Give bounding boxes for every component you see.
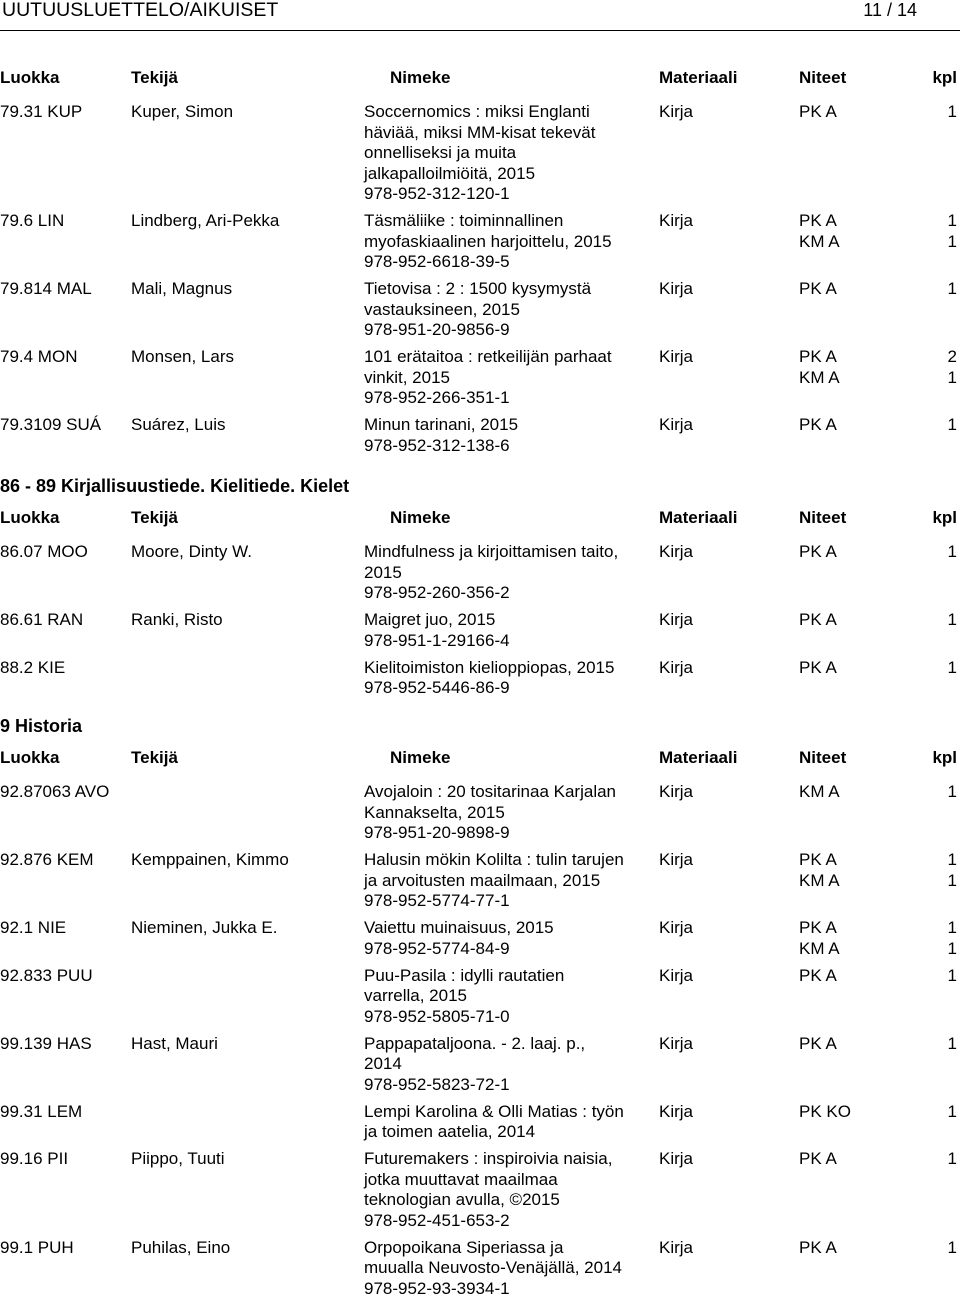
niteet-line: PK A (799, 347, 837, 366)
cell-kpl (948, 658, 957, 679)
cell-niteet (799, 279, 837, 300)
cell-materiaali: Kirja (659, 1149, 694, 1168)
nimeke-line: 978-951-20-9856-9 (364, 320, 510, 339)
nimeke-line: 978-952-5823-72-1 (364, 1074, 510, 1094)
nimeke-line: myofaskiaalinen harjoittelu, 2015 (364, 231, 612, 251)
kpl-line: 1 (947, 918, 957, 937)
nimeke-line: Avojaloin : 20 tositarinaa Karjalan (364, 782, 617, 801)
column-header-row (0, 748, 960, 782)
table-row (0, 1102, 960, 1150)
cell-nimeke (364, 1102, 644, 1143)
niteet-line: PK A (799, 211, 837, 230)
cell-materiaali: Kirja (659, 918, 694, 937)
cell-kpl (948, 279, 957, 300)
column-header-luokka: Luokka (0, 68, 60, 87)
section-title: 86 - 89 Kirjallisuustiede. Kielitiede. Kielet (0, 476, 350, 496)
column-header-materiaali: Materiaali (659, 748, 738, 767)
nimeke-line: Minun tarinani, 2015 (364, 415, 519, 434)
cell-niteet (799, 415, 837, 436)
cell-tekija: Hast, Mauri (131, 1033, 218, 1053)
nimeke-line: onnelliseksi ja muita (364, 143, 517, 162)
nimeke-line: häviää, miksi MM-kisat tekevät (364, 122, 596, 142)
column-header-nimeke: Nimeke (390, 508, 451, 527)
cell-kpl (948, 1034, 957, 1055)
nimeke-line: ja arvoitusten maailmaan, 2015 (364, 870, 601, 890)
niteet-line: PK A (799, 542, 837, 561)
table-row (0, 279, 960, 347)
cell-kpl (948, 782, 957, 803)
nimeke-line: 978-952-312-138-6 (364, 435, 510, 455)
kpl-line: 1 (947, 657, 957, 677)
cell-luokka: 86.61 RAN (0, 610, 84, 629)
cell-kpl (948, 415, 957, 436)
niteet-line: PK KO (799, 1101, 851, 1121)
cell-luokka: 92.876 KEM (0, 850, 94, 869)
niteet-line: PK A (799, 1149, 837, 1168)
column-header-tekija: Tekijä (131, 508, 178, 527)
cell-luokka: 88.2 KIE (0, 657, 66, 677)
nimeke-line: ja toimen aatelia, 2014 (364, 1122, 536, 1141)
nimeke-line: Halusin mökin Kolilta : tulin tarujen (364, 850, 624, 869)
column-header-tekija: Tekijä (131, 748, 178, 767)
niteet-line: PK A (799, 965, 837, 985)
niteet-line: PK A (799, 279, 837, 298)
table-row (0, 1149, 960, 1238)
column-header-niteet: Niteet (799, 68, 847, 87)
cell-luokka: 99.1 PUH (0, 1237, 74, 1257)
cell-tekija: Moore, Dinty W. (131, 542, 252, 561)
nimeke-line: 2015 (364, 562, 402, 582)
niteet-line: PK A (799, 1033, 837, 1053)
cell-luokka: 79.6 LIN (0, 211, 65, 230)
cell-nimeke (364, 658, 644, 699)
column-header-niteet: Niteet (799, 748, 847, 767)
cell-kpl (948, 1149, 957, 1170)
cell-nimeke (364, 1034, 644, 1096)
cell-luokka: 79.31 KUP (0, 102, 83, 121)
nimeke-line: 978-951-20-9898-9 (364, 823, 510, 842)
niteet-line: PK A (799, 657, 837, 677)
niteet-line: KM A (799, 367, 840, 387)
column-header-nimeke: Nimeke (390, 68, 451, 87)
cell-niteet (799, 347, 840, 388)
kpl-line: 1 (947, 938, 957, 958)
cell-nimeke (364, 850, 644, 912)
cell-tekija: Puhilas, Eino (131, 1237, 231, 1257)
table-row (0, 610, 960, 658)
nimeke-line: 978-952-93-3934-1 (364, 1278, 510, 1298)
table-row (0, 347, 960, 415)
nimeke-line: jotka muuttavat maailmaa (364, 1169, 558, 1189)
header-divider (0, 30, 960, 31)
cell-luokka: 92.87063 AVO (0, 782, 110, 801)
nimeke-line: 978-952-5805-71-0 (364, 1006, 510, 1026)
cell-tekija: Kemppainen, Kimmo (131, 850, 289, 869)
cell-tekija: Ranki, Risto (131, 610, 223, 629)
nimeke-line: Kannakselta, 2015 (364, 802, 505, 822)
niteet-line: PK A (799, 850, 837, 869)
cell-nimeke (364, 1238, 644, 1300)
nimeke-line: Kielitoimiston kielioppiopas, 2015 (364, 657, 615, 677)
cell-niteet (799, 658, 837, 679)
nimeke-line: 2014 (364, 1054, 402, 1073)
cell-kpl (948, 1102, 957, 1123)
table-row (0, 542, 960, 610)
nimeke-line: 978-952-5774-77-1 (364, 891, 510, 910)
cell-nimeke (364, 347, 644, 409)
cell-materiaali: Kirja (659, 279, 694, 298)
cell-kpl (948, 850, 957, 891)
cell-luokka: 92.833 PUU (0, 965, 93, 985)
kpl-line: 1 (947, 1149, 957, 1168)
nimeke-line: 978-952-312-120-1 (364, 184, 510, 203)
cell-niteet (799, 542, 837, 563)
kpl-line: 1 (947, 231, 957, 251)
kpl-line: 1 (947, 542, 957, 561)
niteet-line: KM A (799, 870, 840, 890)
nimeke-line: Tietovisa : 2 : 1500 kysymystä (364, 279, 592, 298)
table-row (0, 211, 960, 279)
column-header-row (0, 508, 960, 542)
table-row (0, 918, 960, 966)
table-row (0, 782, 960, 850)
niteet-line: PK A (799, 610, 837, 629)
nimeke-line: 978-951-1-29166-4 (364, 630, 510, 650)
section-title: 9 Historia (0, 716, 83, 736)
cell-niteet (799, 211, 840, 252)
cell-materiaali: Kirja (659, 782, 694, 801)
cell-nimeke (364, 610, 644, 651)
niteet-line: KM A (799, 938, 840, 958)
nimeke-line: 978-952-451-653-2 (364, 1210, 510, 1230)
nimeke-line: 978-952-5446-86-9 (364, 678, 510, 697)
column-header-kpl: kpl (932, 68, 957, 87)
kpl-line: 1 (947, 367, 957, 387)
niteet-line: PK A (799, 1237, 837, 1257)
niteet-line: KM A (799, 231, 840, 251)
cell-niteet (799, 782, 840, 803)
nimeke-line: 978-952-260-356-2 (364, 583, 510, 602)
kpl-line: 2 (947, 347, 957, 366)
cell-nimeke (364, 782, 644, 844)
catalog-section (0, 470, 960, 705)
column-header-kpl: kpl (932, 748, 957, 767)
page-header (0, 0, 960, 22)
kpl-line: 1 (947, 415, 957, 434)
cell-materiaali: Kirja (659, 965, 694, 985)
cell-tekija: Mali, Magnus (131, 279, 233, 298)
column-header-materiaali: Materiaali (659, 508, 738, 527)
cell-kpl (948, 102, 957, 123)
cell-materiaali: Kirja (659, 850, 694, 869)
column-header-row (0, 68, 960, 102)
nimeke-line: Futuremakers : inspiroivia naisia, (364, 1149, 613, 1168)
cell-nimeke (364, 1149, 644, 1231)
cell-materiaali: Kirja (659, 1033, 694, 1053)
cell-nimeke (364, 211, 644, 273)
nimeke-line: Soccernomics : miksi Englanti (364, 102, 590, 121)
kpl-line: 1 (947, 850, 957, 869)
cell-nimeke (364, 918, 644, 959)
cell-nimeke (364, 102, 644, 205)
cell-luokka: 86.07 MOO (0, 542, 88, 561)
nimeke-line: teknologian avulla, ©2015 (364, 1190, 560, 1209)
page-number: 11 / 14 (863, 0, 917, 20)
cell-niteet (799, 1102, 851, 1123)
cell-luokka: 79.4 MON (0, 347, 78, 366)
column-header-luokka: Luokka (0, 508, 60, 527)
cell-tekija: Kuper, Simon (131, 102, 234, 121)
cell-kpl (948, 966, 957, 987)
table-row (0, 966, 960, 1034)
cell-luokka: 99.31 LEM (0, 1101, 83, 1121)
cell-niteet (799, 850, 840, 891)
nimeke-line: Orpopoikana Siperiassa ja (364, 1237, 564, 1257)
cell-nimeke (364, 279, 644, 341)
cell-kpl (948, 918, 957, 959)
nimeke-line: Täsmäliike : toiminnallinen (364, 211, 564, 230)
cell-niteet (799, 1149, 837, 1170)
nimeke-line: Maigret juo, 2015 (364, 610, 496, 629)
cell-luokka: 99.16 PII (0, 1149, 69, 1168)
cell-nimeke (364, 966, 644, 1028)
kpl-line: 1 (947, 102, 957, 121)
column-header-materiaali: Materiaali (659, 68, 738, 87)
table-row (0, 850, 960, 918)
cell-niteet (799, 918, 840, 959)
cell-materiaali: Kirja (659, 347, 694, 366)
cell-luokka: 92.1 NIE (0, 918, 67, 937)
nimeke-line: 978-952-6618-39-5 (364, 252, 510, 271)
cell-tekija: Monsen, Lars (131, 347, 234, 366)
kpl-line: 1 (947, 279, 957, 298)
nimeke-line: Mindfulness ja kirjoittamisen taito, (364, 542, 619, 561)
cell-tekija: Suárez, Luis (131, 415, 226, 434)
page-title: UUTUUSLUETTELO/AIKUISET (2, 0, 279, 21)
column-header-nimeke: Nimeke (390, 748, 451, 767)
column-header-tekija: Tekijä (131, 68, 178, 87)
cell-kpl (948, 542, 957, 563)
table-row (0, 102, 960, 211)
cell-materiaali: Kirja (659, 415, 694, 434)
nimeke-line: muualla Neuvosto-Venäjällä, 2014 (364, 1258, 623, 1277)
niteet-line: PK A (799, 102, 837, 121)
cell-materiaali: Kirja (659, 542, 694, 561)
cell-luokka: 79.814 MAL (0, 279, 92, 298)
nimeke-line: Pappapataljoona. - 2. laaj. p., (364, 1033, 586, 1053)
kpl-line: 1 (947, 965, 957, 985)
cell-tekija: Lindberg, Ari-Pekka (131, 211, 280, 230)
nimeke-line: varrella, 2015 (364, 986, 468, 1005)
cell-materiaali: Kirja (659, 1237, 694, 1257)
cell-luokka: 79.3109 SUÁ (0, 415, 102, 434)
catalog-section (0, 710, 960, 1306)
nimeke-line: Puu-Pasila : idylli rautatien (364, 965, 565, 985)
table-row (0, 1034, 960, 1102)
nimeke-line: jalkapalloilmiöitä, 2015 (364, 163, 536, 183)
cell-materiaali: Kirja (659, 211, 694, 230)
column-header-kpl: kpl (932, 508, 957, 527)
cell-materiaali: Kirja (659, 657, 694, 677)
kpl-line: 1 (947, 211, 957, 230)
niteet-line: KM A (799, 782, 840, 801)
kpl-line: 1 (947, 782, 957, 801)
cell-materiaali: Kirja (659, 1101, 694, 1121)
table-row (0, 658, 960, 706)
column-header-niteet: Niteet (799, 508, 847, 527)
kpl-line: 1 (947, 1101, 957, 1121)
cell-materiaali: Kirja (659, 102, 694, 121)
kpl-line: 1 (947, 870, 957, 890)
table-row (0, 415, 960, 463)
table-row (0, 1238, 960, 1306)
cell-kpl (948, 610, 957, 631)
catalog-section (0, 68, 960, 463)
cell-kpl (948, 347, 957, 388)
column-header-luokka: Luokka (0, 748, 60, 767)
cell-kpl (948, 1238, 957, 1259)
cell-niteet (799, 1238, 837, 1259)
cell-niteet (799, 102, 837, 123)
nimeke-line: 978-952-266-351-1 (364, 388, 510, 407)
nimeke-line: Vaiettu muinaisuus, 2015 (364, 918, 554, 937)
cell-niteet (799, 1034, 837, 1055)
nimeke-line: 101 erätaitoa : retkeilijän parhaat (364, 347, 612, 366)
kpl-line: 1 (947, 1033, 957, 1053)
cell-nimeke (364, 542, 644, 604)
nimeke-line: vastauksineen, 2015 (364, 299, 520, 319)
nimeke-line: vinkit, 2015 (364, 367, 450, 387)
cell-tekija: Nieminen, Jukka E. (131, 918, 278, 937)
cell-luokka: 99.139 HAS (0, 1033, 92, 1053)
nimeke-line: Lempi Karolina & Olli Matias : työn (364, 1101, 624, 1121)
cell-kpl (948, 211, 957, 252)
cell-niteet (799, 610, 837, 631)
niteet-line: PK A (799, 918, 837, 937)
cell-tekija: Piippo, Tuuti (131, 1149, 225, 1168)
nimeke-line: 978-952-5774-84-9 (364, 938, 510, 958)
niteet-line: PK A (799, 415, 837, 434)
cell-materiaali: Kirja (659, 610, 694, 629)
kpl-line: 1 (947, 610, 957, 629)
kpl-line: 1 (947, 1237, 957, 1257)
cell-niteet (799, 966, 837, 987)
cell-nimeke (364, 415, 644, 456)
